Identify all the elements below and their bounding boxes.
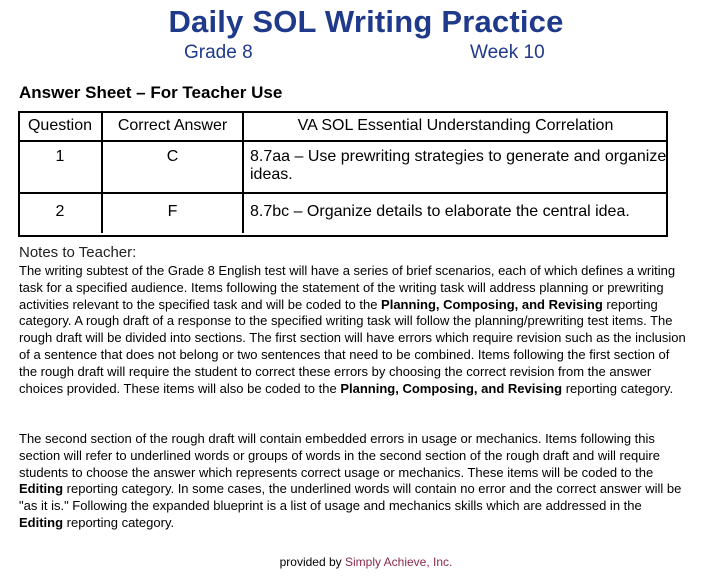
correlation-text: 8.7bc – Organize details to elaborate the central idea. bbox=[243, 193, 667, 233]
paragraph-text: reporting category. bbox=[63, 514, 175, 530]
category-emphasis: Editing bbox=[19, 481, 64, 497]
question-number: 1 bbox=[19, 141, 102, 193]
category-emphasis: Planning, Composing, and Revising bbox=[340, 380, 563, 396]
notes-label: Notes to Teacher: bbox=[19, 244, 137, 261]
footer-prefix: provided by bbox=[279, 555, 345, 569]
paragraph-text: reporting category. A rough draft of a response to the specified writing task will follow the planning/prewriting test items. The rough draft will be divided into sections. The first section will have errors which require revision such as the inclusion of a sentence that does not belong or two sentences that need to be combined. Items following the first section of the rough draft will require the student to correct these errors by choosing the correct revision from the answer choices provided. These items will also be coded to the bbox=[19, 296, 686, 396]
column-header-correlation: VA SOL Essential Understanding Correlation bbox=[243, 112, 667, 141]
category-emphasis: Editing bbox=[19, 514, 64, 530]
column-header-correct-answer: Correct Answer bbox=[102, 112, 243, 141]
notes-paragraph-2 bbox=[19, 431, 689, 532]
question-number: 2 bbox=[55, 203, 65, 220]
table-row bbox=[19, 193, 667, 233]
notes-paragraph-1 bbox=[19, 263, 689, 397]
table-header-row bbox=[19, 112, 667, 141]
paragraph-text: The writing subtest of the Grade 8 English test will have a series of brief scenarios, each of which defines a writing task for a specified audience. Items following the statement of the writing task will address planning or prewriting activities relevant to the specified task and will be coded to the bbox=[19, 263, 676, 312]
column-header-question: Question bbox=[19, 112, 102, 141]
paragraph-text: The second section of the rough draft will contain embedded errors in usage or mechanics. Items following this section will refer to underlined words or groups of words in the second section of the rough draft and will require students to choose the answer which represents correct usage or mechanics. These items will be coded to the bbox=[19, 431, 660, 480]
paragraph-text: reporting category. bbox=[562, 380, 674, 396]
page-title: Daily SOL Writing Practice bbox=[168, 4, 564, 39]
correct-answer: C bbox=[102, 141, 243, 193]
week-label: Week 10 bbox=[470, 42, 545, 63]
footer-credit bbox=[0, 555, 720, 569]
table-row bbox=[19, 141, 667, 193]
paragraph-text: reporting category. In some cases, the underlined words will contain no error and the correct answer will be "as it is." Following the expanded blueprint is a list of usage and mechanics skills which are addressed in the bbox=[19, 481, 682, 514]
answer-table bbox=[19, 112, 667, 233]
correct-answer: F bbox=[102, 193, 243, 233]
footer-brand: Simply Achieve, Inc. bbox=[344, 555, 453, 569]
answer-sheet-heading: Answer Sheet – For Teacher Use bbox=[19, 83, 283, 102]
category-emphasis: Planning, Composing, and Revising bbox=[381, 296, 603, 312]
grade-label: Grade 8 bbox=[184, 42, 253, 63]
correlation-text: 8.7aa – Use prewriting strategies to generate and organize ideas. bbox=[243, 141, 667, 193]
